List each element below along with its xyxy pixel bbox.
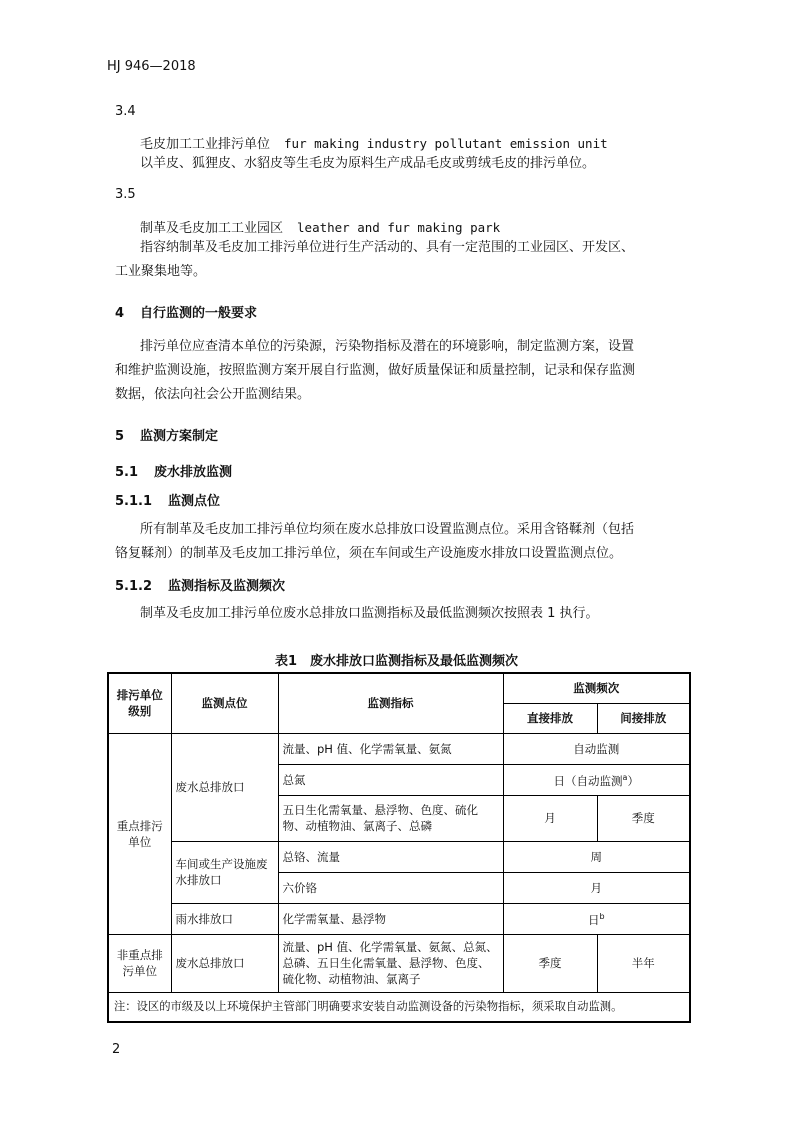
header-frequency: 监测频次: [503, 673, 690, 703]
section-4-heading: [115, 302, 257, 321]
rain-outlet: 雨水排放口: [171, 903, 278, 934]
section-5-1-1-para-line1: 所有制革及毛皮加工排污单位均须在废水总排放口设置监测点位。采用含铬鞣剂（包括: [140, 522, 635, 537]
section-3-4-definition: 以羊皮、狐狸皮、水貂皮等生毛皮为原料生产成品毛皮或剪绒毛皮的排污单位。: [140, 156, 596, 171]
table-cell: 五日生化需氧量、悬浮物、色度、硫化物、动植物油、氯离子、总磷: [278, 795, 503, 841]
table-caption: 表1 废水排放口监测指标及最低监测频次: [274, 654, 519, 669]
section-title: 废水排放监测: [154, 465, 233, 480]
table-cell: [503, 903, 690, 934]
nonkey-unit-level: 非重点排污单位: [108, 934, 171, 992]
section-4-para-line1: 排污单位应查清本单位的污染源，污染物指标及潜在的环境影响，制定监测方案，设置: [140, 339, 635, 354]
header-level: 排污单位级别: [108, 673, 171, 733]
section-number: 5: [115, 429, 125, 444]
table-cell: 自动监测: [503, 733, 690, 764]
nonkey-total-outlet: 废水总排放口: [171, 934, 278, 992]
section-4-para-line2: 和维护监测设施，按照监测方案开展自行监测，做好质量保证和质量控制，记录和保存监测: [115, 363, 636, 378]
table-cell: 流量、pH 值、化学需氧量、氨氮、总氮、总磷、五日生化需氧量、悬浮物、色度、硫化物、动植物油、氯离子: [278, 934, 503, 992]
total-outlet: 废水总排放口: [171, 733, 278, 841]
table-cell: 流量、pH 值、化学需氧量、氨氮: [278, 733, 503, 764]
freq-text: 日（自动监测: [553, 773, 623, 788]
section-number: 5.1: [115, 465, 139, 480]
table-cell: 季度: [503, 934, 597, 992]
section-number: 5.1.2: [115, 579, 153, 594]
section-5-1-1-heading: [115, 490, 220, 509]
monitoring-table: [107, 672, 691, 1023]
section-title: 自行监测的一般要求: [140, 306, 258, 321]
header-indicator: 监测指标: [278, 673, 503, 733]
section-title: 监测指标及监测频次: [168, 579, 286, 594]
section-5-1-1-para-line2: 铬复鞣剂）的制革及毛皮加工排污单位，须在车间或生产设施废水排放口设置监测点位。: [115, 546, 623, 561]
doc-code: HJ 946—2018: [107, 59, 196, 74]
section-4-para-line3: 数据，依法向社会公开监测结果。: [115, 387, 311, 402]
header-direct: 直接排放: [503, 703, 597, 733]
table-cell: 月: [503, 795, 597, 841]
table-cell: 半年: [597, 934, 690, 992]
table-cell: 总铬、流量: [278, 841, 503, 872]
section-3-5-term: [140, 217, 500, 236]
section-3-4-number: 3.4: [115, 104, 136, 119]
table-cell: [503, 764, 690, 795]
table-cell: 月: [503, 872, 690, 903]
section-title: 监测方案制定: [140, 429, 219, 444]
table-cell: 化学需氧量、悬浮物: [278, 903, 503, 934]
footnote-mark: a: [622, 773, 628, 783]
section-3-5-definition-line2: 工业聚集地等。: [115, 264, 207, 279]
freq-close: ）: [627, 773, 639, 788]
section-5-1-2-heading: [115, 575, 285, 594]
table-cell: 总氮: [278, 764, 503, 795]
header-point: 监测点位: [171, 673, 278, 733]
section-5-1-heading: [115, 461, 232, 480]
key-unit-level: 重点排污单位: [108, 733, 171, 934]
section-number: 4: [115, 306, 125, 321]
term-cn: 毛皮加工工业排污单位: [140, 137, 271, 152]
section-5-1-2-para: 制革及毛皮加工排污单位废水总排放口监测指标及最低监测频次按照表 1 执行。: [140, 606, 599, 621]
header-indirect: 间接排放: [597, 703, 690, 733]
table-cell: 六价铬: [278, 872, 503, 903]
section-3-4-term: [140, 133, 608, 152]
term-cn: 制革及毛皮加工工业园区: [140, 221, 284, 236]
section-3-5-number: 3.5: [115, 187, 136, 202]
table-note: 注：设区的市级及以上环境保护主管部门明确要求安装自动监测设备的污染物指标，须采取自动监测。: [108, 992, 690, 1022]
term-en: fur making industry pollutant emission unit: [284, 136, 608, 151]
page-number: 2: [112, 1042, 121, 1057]
section-3-5-definition-line1: 指容纳制革及毛皮加工排污单位进行生产活动的、具有一定范围的工业园区、开发区、: [140, 240, 635, 255]
workshop-outlet: 车间或生产设施废水排放口: [171, 841, 278, 903]
freq-text: 日: [587, 912, 600, 927]
section-number: 5.1.1: [115, 494, 153, 509]
table-cell: 周: [503, 841, 690, 872]
footnote-mark: b: [599, 912, 605, 922]
term-en: leather and fur making park: [297, 220, 501, 235]
table-cell: 季度: [597, 795, 690, 841]
section-5-heading: [115, 425, 218, 444]
section-title: 监测点位: [168, 494, 221, 509]
